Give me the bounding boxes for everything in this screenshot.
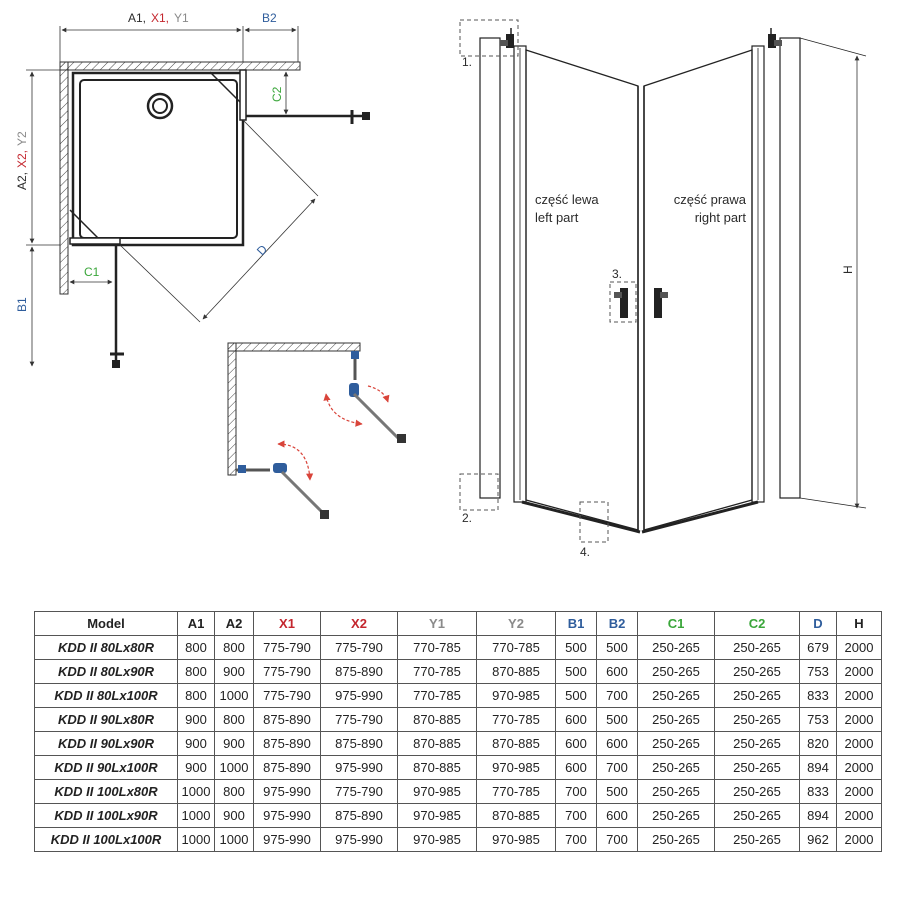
table-cell: 775-790 [321,780,398,804]
label-y1: Y1 [174,11,189,25]
table-cell: 2000 [837,684,882,708]
table-cell: 600 [556,732,597,756]
door-swing-detail [228,343,406,519]
table-cell: 250-265 [715,708,800,732]
table-cell: 875-890 [254,756,321,780]
table-cell: 770-785 [398,660,477,684]
table-cell: 833 [800,684,837,708]
front-elevation [460,20,866,559]
table-cell: 870-885 [477,804,556,828]
table-cell: 800 [215,780,254,804]
column-header: Y1 [398,612,477,636]
label-y2: Y2 [15,131,29,146]
table-cell: 800 [178,636,215,660]
table-cell: 875-890 [321,804,398,828]
table-cell: 500 [597,708,638,732]
table-body [35,636,882,852]
label-x1: X1, [151,11,170,25]
table-cell: 900 [178,756,215,780]
left-fixed-panel [480,38,500,498]
table-cell: 250-265 [638,828,715,852]
table-cell: 2000 [837,636,882,660]
table-cell: 975-990 [321,756,398,780]
table-cell: 775-790 [254,636,321,660]
table-cell: 250-265 [638,708,715,732]
table-cell: 250-265 [715,684,800,708]
table-row [35,660,882,684]
table-cell: 753 [800,660,837,684]
table-cell: 775-790 [254,660,321,684]
column-header: A2 [215,612,254,636]
plan-wall-top [60,62,300,70]
table-cell: 970-985 [477,828,556,852]
table-cell: 970-985 [398,828,477,852]
table-cell: 875-890 [254,708,321,732]
table-cell: 250-265 [715,732,800,756]
column-header: B2 [597,612,638,636]
table-cell: 975-990 [254,828,321,852]
table-cell: 900 [215,660,254,684]
table-cell: 775-790 [321,636,398,660]
table-row [35,636,882,660]
table-cell: 975-990 [254,804,321,828]
column-header: H [837,612,882,636]
plan-wall-left [60,62,68,294]
table-cell: 600 [597,732,638,756]
table-row [35,780,882,804]
column-header: B1 [556,612,597,636]
table-cell: 770-785 [477,636,556,660]
plan-view [15,11,370,368]
table-cell: 700 [597,828,638,852]
table-cell: 975-990 [321,828,398,852]
table-cell: 770-785 [398,684,477,708]
table-row [35,756,882,780]
table-cell: 250-265 [638,780,715,804]
table-cell: 820 [800,732,837,756]
drain-icon [148,94,172,118]
dimension-table [34,611,882,852]
model-cell: KDD II 100Lx90R [35,804,178,828]
table-cell: 870-885 [398,708,477,732]
table-cell: 870-885 [477,732,556,756]
table-cell: 970-985 [398,804,477,828]
table-cell: 250-265 [715,636,800,660]
table-cell: 679 [800,636,837,660]
column-header: C2 [715,612,800,636]
column-header: A1 [178,612,215,636]
column-header: X2 [321,612,398,636]
table-cell: 1000 [215,756,254,780]
column-header: D [800,612,837,636]
table-cell: 870-885 [398,732,477,756]
table-row [35,828,882,852]
table-cell: 700 [556,804,597,828]
column-header: Model [35,612,178,636]
table-cell: 800 [215,636,254,660]
model-cell: KDD II 90Lx90R [35,732,178,756]
table-cell: 770-785 [398,636,477,660]
table-cell: 870-885 [398,756,477,780]
table-cell: 250-265 [715,828,800,852]
table-cell: 2000 [837,828,882,852]
table-header-row [35,612,882,636]
table-cell: 250-265 [638,732,715,756]
model-cell: KDD II 80Lx80R [35,636,178,660]
table-cell: 894 [800,804,837,828]
table-cell: 600 [597,804,638,828]
table-cell: 2000 [837,660,882,684]
table-cell: 500 [597,636,638,660]
table-cell: 900 [215,804,254,828]
shower-tray-inner [80,80,237,238]
table-cell: 1000 [215,828,254,852]
left-part-en: left part [535,210,579,225]
table-cell: 500 [556,636,597,660]
table-cell: 250-265 [638,804,715,828]
right-part-pl: część prawa [673,192,746,207]
model-cell: KDD II 80Lx90R [35,660,178,684]
table-cell: 500 [556,684,597,708]
table-cell: 800 [215,708,254,732]
table-cell: 700 [597,684,638,708]
table-cell: 1000 [215,684,254,708]
model-cell: KDD II 90Lx100R [35,756,178,780]
table-cell: 700 [556,828,597,852]
table-row [35,708,882,732]
table-cell: 875-890 [254,732,321,756]
table-cell: 600 [556,708,597,732]
column-header: Y2 [477,612,556,636]
table-cell: 870-885 [477,660,556,684]
detail-2: 2. [462,511,473,525]
table-cell: 962 [800,828,837,852]
model-cell: KDD II 90Lx80R [35,708,178,732]
table-cell: 770-785 [477,708,556,732]
table-cell: 975-990 [254,780,321,804]
table-cell: 900 [215,732,254,756]
drain-inner [153,99,167,113]
table-cell: 1000 [178,780,215,804]
table-cell: 2000 [837,780,882,804]
table-cell: 2000 [837,756,882,780]
left-part-pl: część lewa [535,192,599,207]
table-cell: 753 [800,708,837,732]
table-cell: 250-265 [715,780,800,804]
table-cell: 875-890 [321,732,398,756]
model-cell: KDD II 80Lx100R [35,684,178,708]
detail-1: 1. [462,55,473,69]
table-cell: 250-265 [638,636,715,660]
table-cell: 833 [800,780,837,804]
column-header: C1 [638,612,715,636]
table-cell: 250-265 [638,660,715,684]
label-c2: C2 [270,86,284,102]
label-h: H [841,265,855,274]
label-b2: B2 [262,11,277,25]
table-cell: 894 [800,756,837,780]
label-c1: C1 [84,265,100,279]
table-cell: 900 [178,732,215,756]
table-row [35,684,882,708]
detail-3: 3. [612,267,623,281]
table-cell: 700 [556,780,597,804]
table-cell: 770-785 [477,780,556,804]
table-cell: 800 [178,660,215,684]
table-cell: 875-890 [321,660,398,684]
table-row [35,732,882,756]
label-d: D [253,242,271,259]
table-cell: 900 [178,708,215,732]
table-cell: 500 [556,660,597,684]
label-b1: B1 [15,297,29,312]
table-cell: 250-265 [715,660,800,684]
label-a1: A1, [128,11,147,25]
table-cell: 775-790 [321,708,398,732]
model-cell: KDD II 100Lx100R [35,828,178,852]
table-cell: 1000 [178,828,215,852]
table-cell: 2000 [837,804,882,828]
label-x2: X2, [15,149,29,168]
table-cell: 250-265 [715,804,800,828]
table-cell: 1000 [178,804,215,828]
table-cell: 800 [178,684,215,708]
table-cell: 970-985 [477,756,556,780]
table-row [35,804,882,828]
right-fixed-panel [780,38,800,498]
table-cell: 700 [597,756,638,780]
table-cell: 975-990 [321,684,398,708]
table-cell: 250-265 [715,756,800,780]
model-cell: KDD II 100Lx80R [35,780,178,804]
column-header: X1 [254,612,321,636]
table-cell: 250-265 [638,756,715,780]
table-cell: 500 [597,780,638,804]
table-cell: 2000 [837,732,882,756]
table-cell: 775-790 [254,684,321,708]
label-a2: A2, [15,171,29,190]
table-cell: 250-265 [638,684,715,708]
table-cell: 970-985 [477,684,556,708]
table-cell: 600 [556,756,597,780]
detail-4: 4. [580,545,591,559]
table-cell: 600 [597,660,638,684]
right-part-en: right part [694,210,746,225]
table-cell: 970-985 [398,780,477,804]
table-cell: 2000 [837,708,882,732]
